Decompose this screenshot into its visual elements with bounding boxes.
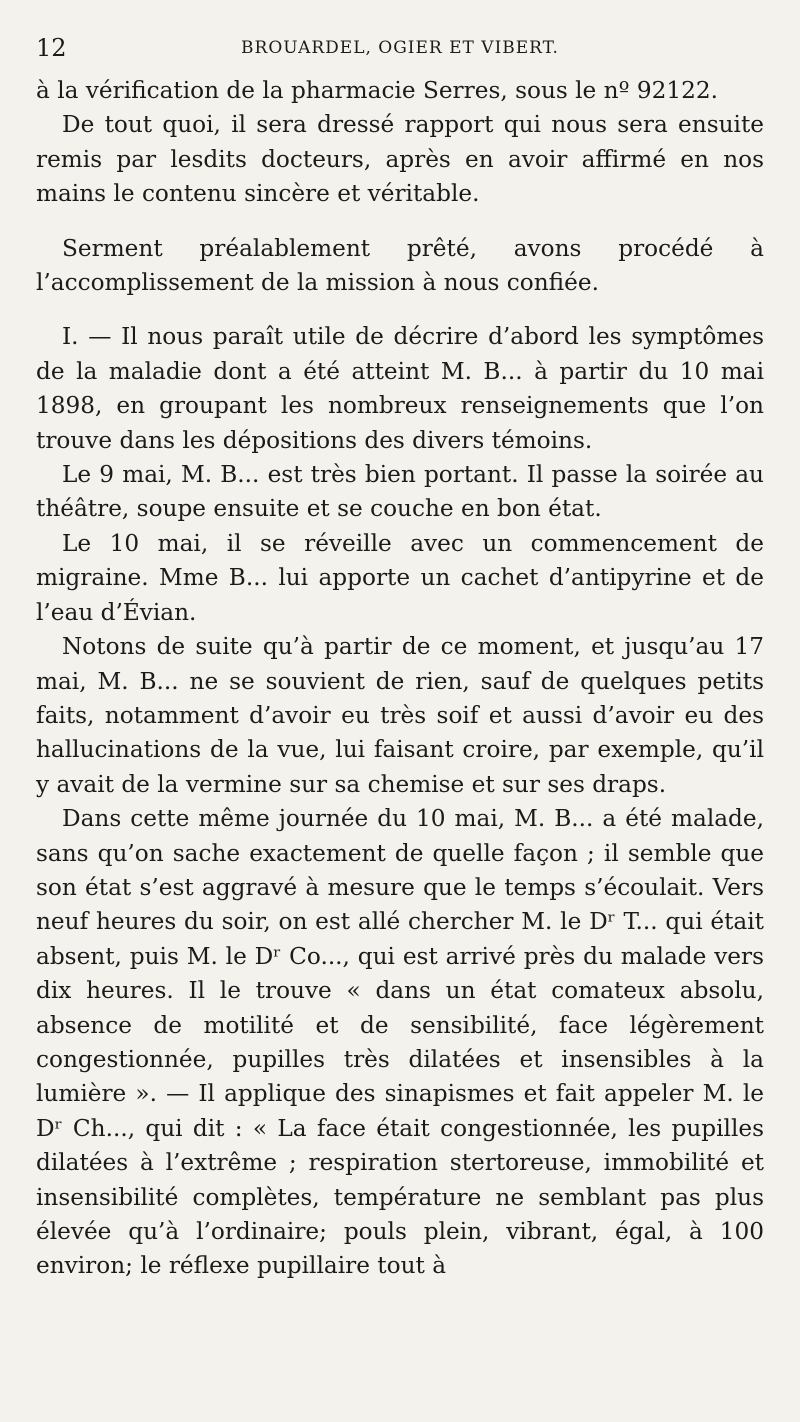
paragraph-notons: Notons de suite qu’à partir de ce moment, et jusqu’au 17 mai, M. B... ne se souvient de rien, sauf de quelques petits faits, notamment d’avoir eu très soif et aussi d’avoir eu des hallucinations de la vue, lui faisant croire, par exemple, qu’il y avait de la vermine sur sa chemise et sur ses draps. (36, 633, 764, 798)
body-text (36, 74, 764, 1284)
paragraph-10-mai: Le 10 mai, il se réveille avec un commencement de migraine. Mme B... lui apporte un cachet d’antipyrine et de l’eau d’Évian. (36, 529, 764, 626)
paragraph-meme-journee: Dans cette même journée du 10 mai, M. B... a été malade, sans qu’on sache exactement de quelle façon ; il semble que son état s’est aggravé à mesure que le temps s’écoulait. Vers neuf heures du soir, on est allé chercher M. le Dʳ T... qui était absent, puis M. le Dʳ Co..., qui est arrivé près du malade vers dix heures. Il le trouve « dans un état comateux absolu, absence de motilité et de sensibilité, face légèrement congestionnée, pupilles très dilatées et insensibles à la lumière ». — Il applique des sinapismes et fait appeler M. le Dʳ Ch..., qui dit : « La face était congestionnée, les pupilles dilatées à l’extrême ; respiration stertoreuse, immobilité et insensibilité complètes, température ne semblant pas plus élevée qu’à l’ordinaire; pouls plein, vibrant, égal, à 100 environ; le réflexe pupillaire tout à (36, 805, 764, 1280)
paragraph-rapport: De tout quoi, il sera dressé rapport qui nous sera ensuite remis par lesdits docteurs, après en avoir affirmé en nos mains le contenu sincère et véritable. (36, 111, 764, 208)
paragraph-serment: Serment préalablement prêté, avons procédé à l’accomplissement de la mission à nous confiée. (36, 234, 764, 297)
page-header (36, 30, 764, 74)
page-number: 12 (36, 34, 67, 62)
paragraph-9-mai: Le 9 mai, M. B... est très bien portant. Il passe la soirée au théâtre, soupe ensuite et se couche en bon état. (36, 461, 764, 523)
running-head: BROUARDEL, OGIER ET VIBERT. (241, 38, 559, 58)
paragraph-section-i: I. — Il nous paraît utile de décrire d’abord les symptômes de la maladie dont a été atteint M. B... à partir du 10 mai 1898, en groupant les nombreux renseignements que l’on trouve dans les dépositions des divers témoins. (36, 323, 764, 454)
paragraph-continuation: à la vérification de la pharmacie Serres, sous le nº 92122. (36, 77, 718, 104)
